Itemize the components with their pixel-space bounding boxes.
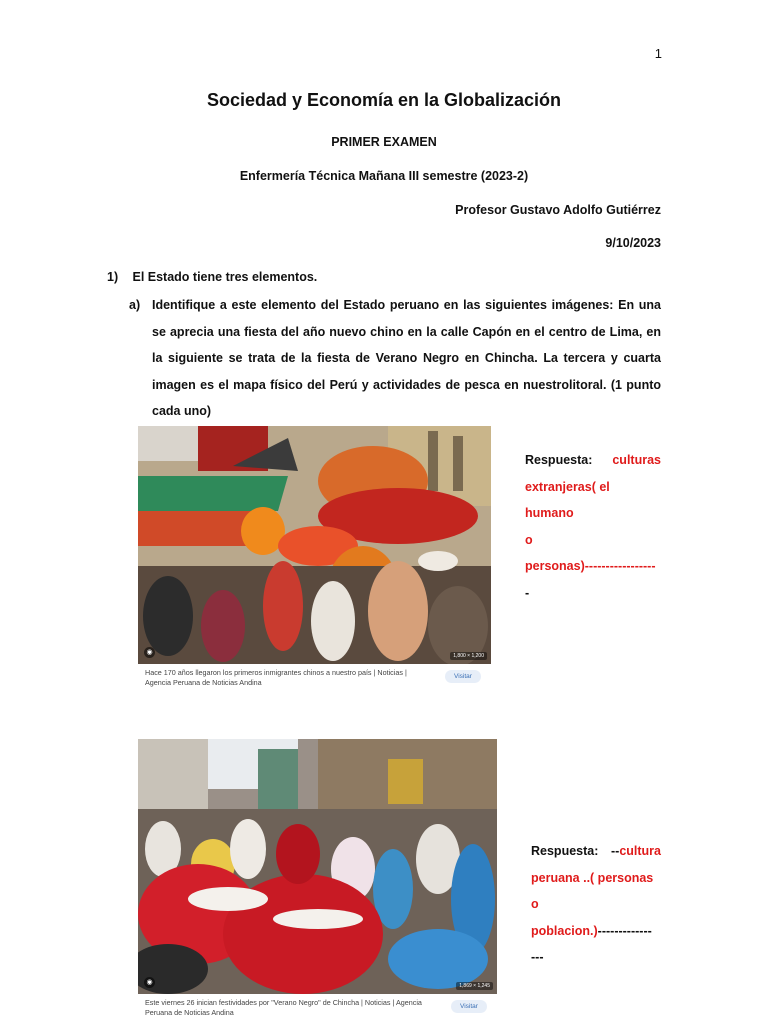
chinese-new-year-photo <box>138 426 491 666</box>
lens-icon[interactable]: ◉ <box>144 977 155 988</box>
answer-2-label: Respuesta: <box>531 844 599 858</box>
course-line: Enfermería Técnica Mañana III semestre (2023-2) <box>239 169 529 183</box>
verano-negro-photo <box>138 739 497 994</box>
image-caption: Hace 170 años llegaron los primeros inmigrantes chinos a nuestro país | Noticias | Agencia Peruana de Noticias Andina <box>145 668 407 687</box>
answer-2-line-2: peruana ..( personas o <box>531 870 654 911</box>
question-1a <box>129 292 661 425</box>
question-1 <box>107 270 317 284</box>
image-caption: Este viernes 26 inician festividades por "Verano Negro" de Chincha | Noticias | Agencia Peruana de Noticias Andina <box>145 998 422 1017</box>
answer-1-line-3: o <box>525 532 533 547</box>
answer-1-line-1: culturas <box>612 453 661 467</box>
professor-line: Profesor Gustavo Adolfo Gutiérrez <box>455 203 661 217</box>
visit-button[interactable]: Visitar <box>451 1000 487 1013</box>
question-1a-letter: a) <box>129 298 141 312</box>
image-size-badge: 1,800 × 1,200 <box>450 652 487 660</box>
chinese-new-year-image[interactable] <box>138 426 491 694</box>
visit-button[interactable]: Visitar <box>445 670 481 683</box>
answer-2-prefix: -- <box>610 844 620 858</box>
answer-2 <box>531 838 661 971</box>
answer-2-line-1: cultura <box>619 844 661 858</box>
question-1-number: 1) <box>107 270 119 284</box>
answer-1 <box>525 447 661 606</box>
answer-2-line-3a: poblacion.) <box>531 923 598 938</box>
answer-1-line-5: - <box>525 585 530 600</box>
verano-negro-image[interactable] <box>138 739 497 1024</box>
image-caption-row <box>138 664 491 694</box>
exam-heading: PRIMER EXAMEN <box>331 135 437 149</box>
date-line: 9/10/2023 <box>605 236 661 250</box>
question-1a-text: Identifique a este elemento del Estado peruano en las siguientes imágenes: En una se aprecia una fiesta del año nuevo chino en la calle Capón en el centro de Lima, en la siguiente se trata de la fiesta de Verano Negro en Chincha. La tercera y cuarta imagen es el mapa físico del Perú y actividades de pesca en nuestrolitoral. (1 punto cada uno) <box>152 298 661 418</box>
answer-1-line-4: personas)----------------- <box>525 559 656 573</box>
question-1-text: El Estado tiene tres elementos. <box>132 270 318 284</box>
page-number: 1 <box>654 46 662 61</box>
answer-2-line-3b: ------------- <box>597 923 652 938</box>
answer-1-line-2: extranjeras( el humano <box>525 479 610 520</box>
answer-2-line-4: --- <box>531 950 544 964</box>
image-size-badge: 1,869 × 1,245 <box>456 982 493 990</box>
image-caption-row <box>138 994 497 1024</box>
answer-1-label: Respuesta: <box>525 453 593 467</box>
lens-icon[interactable]: ◉ <box>144 647 155 658</box>
document-title: Sociedad y Economía en la Globalización <box>206 90 562 110</box>
